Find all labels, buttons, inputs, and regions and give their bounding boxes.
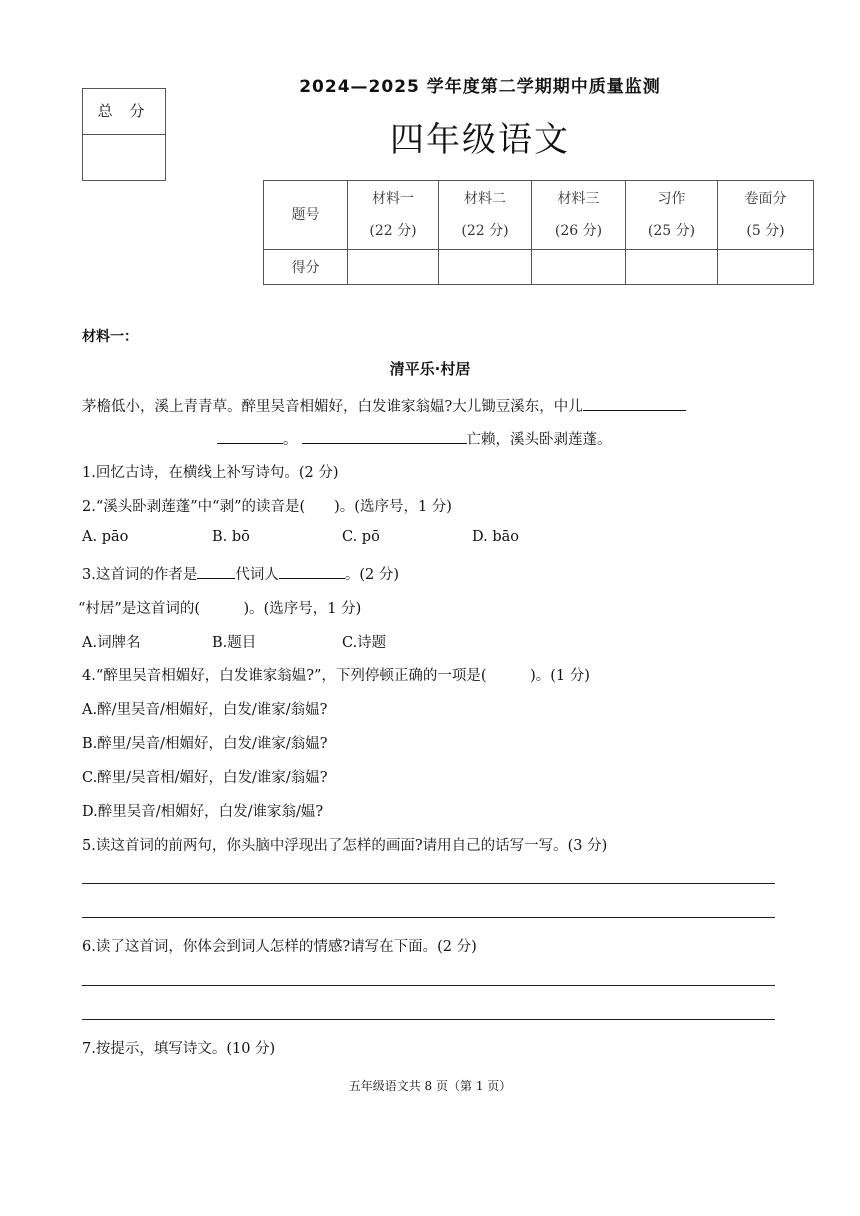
option-b[interactable]: B. bō xyxy=(212,529,250,545)
option-b[interactable]: B.醉里/吴音/相媚好，白发/谁家/翁媪? xyxy=(82,736,328,752)
question-4: 4.“醉里吴音相媚好，白发谁家翁媪?”，下列停顿正确的一项是( )。(1 分) xyxy=(82,668,590,684)
score-cell[interactable] xyxy=(348,250,439,285)
option-c[interactable]: C. pō xyxy=(342,529,380,545)
question-3 xyxy=(82,563,399,584)
score-cell[interactable] xyxy=(439,250,532,285)
section-label: 材料一： xyxy=(82,329,138,345)
poem-text: 茅檐低小，溪上青青草。醉里吴音相媚好，白发谁家翁媪?大儿锄豆溪东，中儿 xyxy=(82,399,583,415)
question-6: 6.读了这首词，你体会到词人怎样的情感?请写在下面。(2 分) xyxy=(82,939,477,955)
column-header xyxy=(348,181,439,250)
score-cell[interactable] xyxy=(718,250,814,285)
option-a[interactable]: A.词牌名 xyxy=(82,635,141,651)
poem-text: 亡赖，溪头卧剥莲蓬。 xyxy=(466,432,612,448)
score-table-header-row xyxy=(264,181,814,250)
question-text: 。(2 分) xyxy=(344,567,399,583)
column-header xyxy=(718,181,814,250)
option-a[interactable]: A.醉/里吴音/相媚好，白发/谁家/翁媪? xyxy=(82,702,328,718)
poem-line-2 xyxy=(217,428,612,449)
column-header xyxy=(626,181,718,250)
question-7: 7.按提示，填写诗文。(10 分) xyxy=(82,1041,276,1057)
option-d[interactable]: D. bāo xyxy=(472,529,519,545)
total-score-label: 总 分 xyxy=(83,89,165,135)
question-text: 3.这首词的作者是 xyxy=(82,567,198,583)
column-header xyxy=(439,181,532,250)
fill-blank[interactable] xyxy=(583,396,686,411)
column-name: 材料三 xyxy=(557,191,600,207)
question-1: 1.回忆古诗，在横线上补写诗句。(2 分) xyxy=(82,465,339,481)
answer-line[interactable] xyxy=(82,917,775,918)
column-header xyxy=(532,181,626,250)
question-2: 2.“溪头卧剥莲蓬”中“剥”的读音是( )。(选序号，1 分) xyxy=(82,499,452,515)
page-footer: 五年级语文共 8 页（第 1 页） xyxy=(348,1079,512,1093)
column-name: 卷面分 xyxy=(744,191,787,207)
answer-line[interactable] xyxy=(82,1019,775,1020)
poem-line-1 xyxy=(82,395,686,416)
fill-blank[interactable] xyxy=(302,429,467,444)
score-table xyxy=(263,180,814,285)
question-text: 代词人 xyxy=(235,567,279,583)
fill-blank[interactable] xyxy=(197,564,235,579)
question-2-options xyxy=(82,529,519,545)
option-a[interactable]: A. pāo xyxy=(82,529,129,545)
column-points: (26 分) xyxy=(554,223,603,239)
score-table-score-row xyxy=(264,250,814,285)
score-cell[interactable] xyxy=(532,250,626,285)
column-points: (5 分) xyxy=(746,223,785,239)
option-c[interactable]: C.醉里/吴音相/媚好，白发/谁家/翁媪? xyxy=(82,770,328,786)
subject-title: 四年级语文 xyxy=(390,120,570,160)
answer-line[interactable] xyxy=(82,985,775,986)
poem-text: 。 xyxy=(283,432,298,448)
option-d[interactable]: D.醉里吴音/相媚好，白发/谁家翁/媪? xyxy=(82,804,324,820)
score-cell[interactable] xyxy=(626,250,718,285)
option-b[interactable]: B.题目 xyxy=(212,635,257,651)
column-points: (22 分) xyxy=(461,223,509,239)
column-name: 材料一 xyxy=(372,191,414,207)
column-name: 材料二 xyxy=(464,191,506,207)
question-3-options xyxy=(82,631,386,652)
column-points: (22 分) xyxy=(369,223,417,239)
poem-title: 清平乐·村居 xyxy=(389,360,471,378)
answer-line[interactable] xyxy=(82,883,775,884)
exam-title: 2024—2025 学年度第二学期期中质量监测 xyxy=(299,77,661,97)
row-label-header: 题号 xyxy=(264,181,348,250)
row-label-score: 得分 xyxy=(264,250,348,285)
column-name: 习作 xyxy=(657,191,686,207)
fill-blank[interactable] xyxy=(217,429,283,444)
fill-blank[interactable] xyxy=(279,564,345,579)
question-5: 5.读这首词的前两句，你头脑中浮现出了怎样的画面?请用自己的话写一写。(3 分) xyxy=(82,838,608,854)
total-score-box xyxy=(82,88,166,181)
option-c[interactable]: C.诗题 xyxy=(342,635,387,651)
column-points: (25 分) xyxy=(647,223,696,239)
question-3-sub: “村居”是这首词的( )。(选序号，1 分) xyxy=(78,601,362,617)
